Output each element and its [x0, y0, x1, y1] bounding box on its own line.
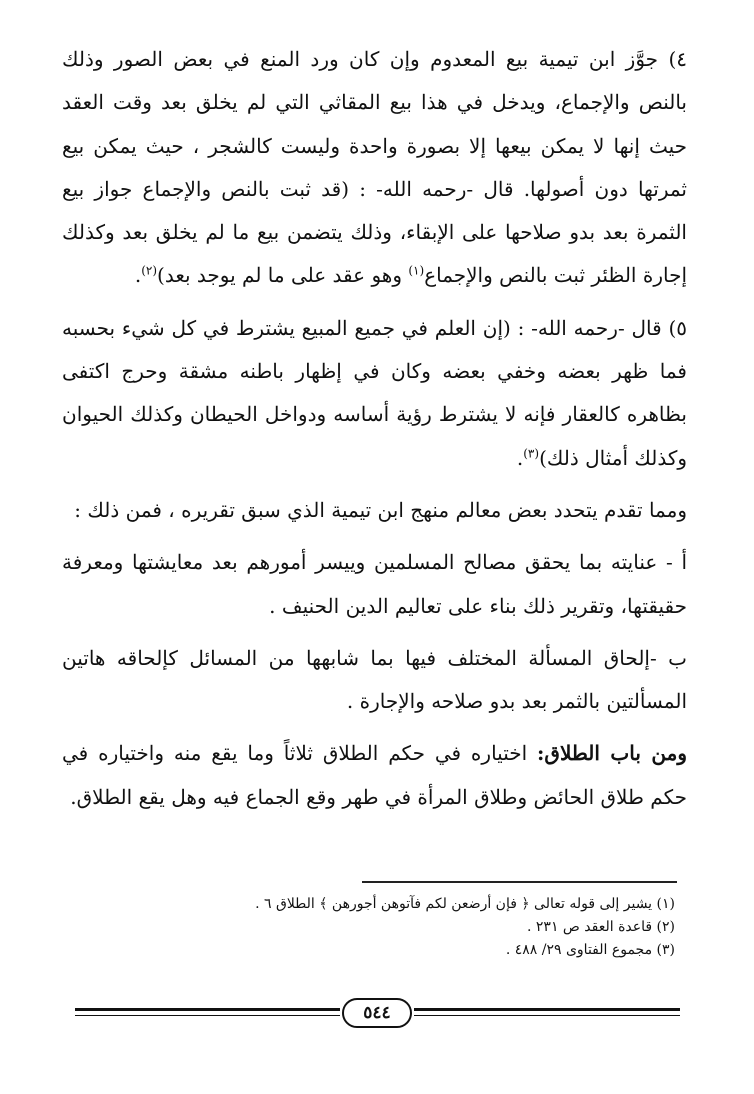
paragraph-5-end: . [516, 445, 524, 470]
footnote-ref-1[interactable]: (١) [408, 263, 425, 278]
paragraph-4-tail: وهو عقد على ما لم يوجد بعد) [157, 263, 409, 288]
paragraph-5 [62, 307, 687, 480]
paragraph-point-a: أ - عنايته بما يحقق مصالح المسلمين وييسر أمورهم بعد معايشتها ومعرفة حقيقتها، وتقرير ذلك بناء على تعاليم الدين الحنيف . [62, 550, 687, 618]
footnote-2: (٢) قاعدة العقد ص ٢٣١ . [527, 919, 675, 935]
footnote-ref-3[interactable]: (٣) [523, 446, 540, 461]
paragraph-4 [62, 38, 687, 298]
footer-rule-left-thin [75, 1015, 340, 1016]
footnote-1: (١) يشير إلى قوله تعالى ﴿ فإن أرضعن لكم فآتوهن أجورهن ﴾ الطلاق ٦ . [255, 896, 675, 912]
paragraph-4-end: . [134, 263, 142, 288]
footer-rule-right-thin [414, 1015, 680, 1016]
paragraph-5-text: ٥) قال -رحمه الله- : (إن العلم في جميع المبيع يشترط في كل شيء بحسبه فما ظهر بعضه وخفي بعضه وكان في إظهار باطنه مشقة وحرج اكتفى بظاهره كالعقار فإنه لا يشترط رؤية أساسه ودواخل الحيطان وكذلك الحيوان وكذلك أمثال ذلك) [62, 315, 687, 470]
paragraph-4-text: ٤) جوَّز ابن تيمية بيع المعدوم وإن كان ورد المنع في بعض الصور وذلك بالنص والإجماع، ويدخل في هذا بيع المقاثي التي لم يخلق بعد وقت العقد حيث إنها لا يمكن بيعها إلا بصورة واحدة وليست كالشجر ، حيث يمكن بيع ثمرتها دون أصولها. قال -رحمه الله- : (قد ثبت بالنص والإجماع جواز بيع الثمرة بعد بدو صلاحها على الإبقاء، وذلك يتضمن بيع ما لم يخلق بعد وكذلك إجارة الظئر ثبت بالنص والإجماع [62, 47, 688, 288]
main-text [62, 38, 687, 819]
footer-rule-right [414, 1008, 680, 1011]
section-heading-talaq: ومن باب الطلاق: [537, 741, 687, 766]
footnote-ref-2[interactable]: (٢) [141, 263, 158, 278]
footnote-3: (٣) مجموع الفتاوى ٢٩/ ٤٨٨ . [505, 942, 675, 958]
paragraph-summary: ومما تقدم يتحدد بعض معالم منهج ابن تيمية الذي سبق تقريره ، فمن ذلك : [74, 497, 687, 522]
footnotes [250, 893, 675, 962]
page-number: ٥٤٤ [342, 998, 412, 1028]
paragraph-talaq-text: اختياره في حكم الطلاق ثلاثاً وما يقع منه واختياره في حكم طلاق الحائض وطلاق المرأة في طهر وقع الجماع فيه وهل يقع الطلاق. [62, 741, 687, 809]
footnote-separator [362, 881, 677, 883]
paragraph-point-b: ب -إلحاق المسألة المختلف فيها بما شابهها من المسائل كإلحاقه هاتين المسألتين بالثمر بعد بدو صلاحه والإجارة . [62, 645, 687, 714]
footer-rule-left [75, 1008, 340, 1011]
paragraph-talaq [62, 732, 687, 819]
